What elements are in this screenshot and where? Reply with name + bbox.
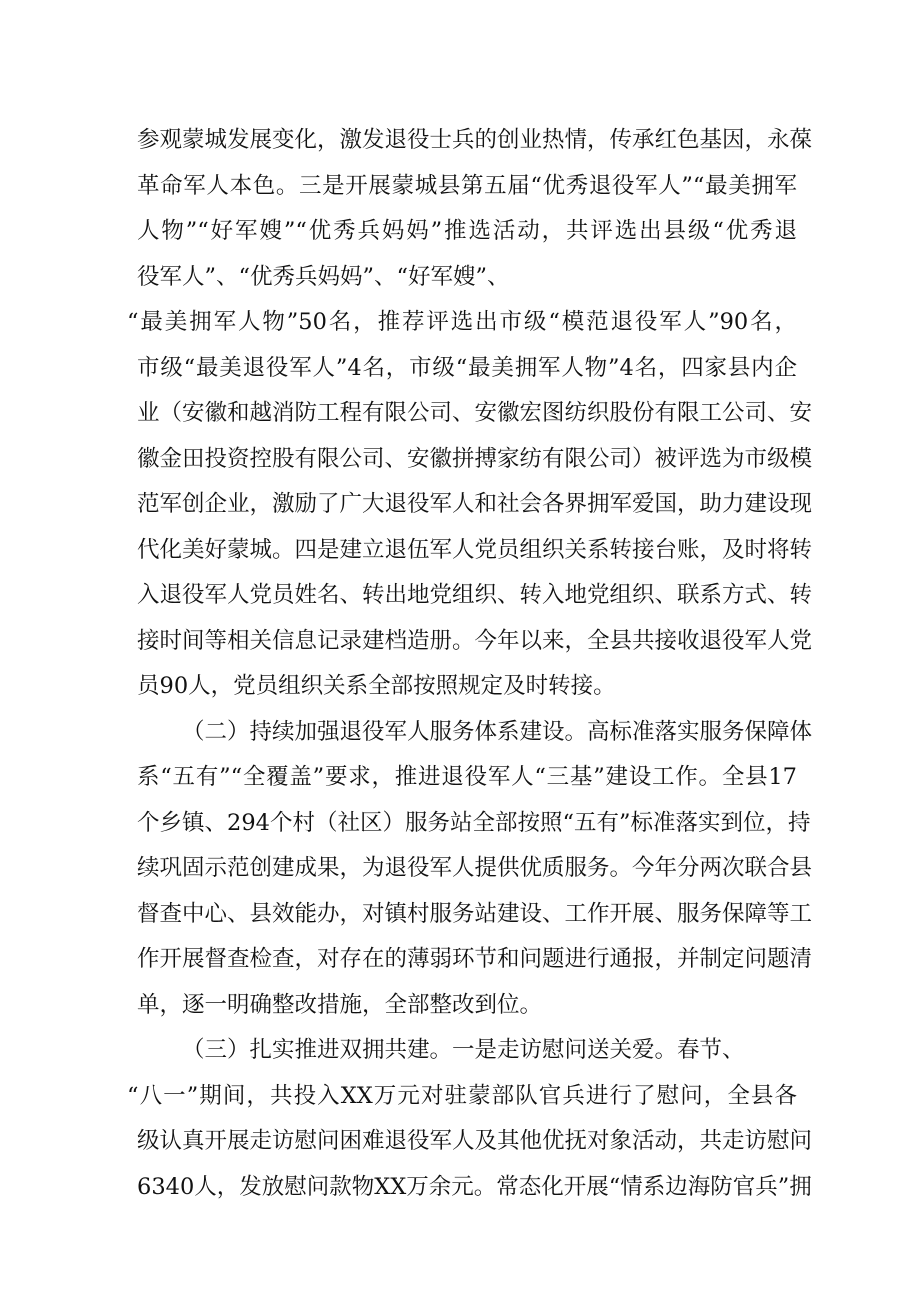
text-line: 单，逐一明确整改措施，全部整改到位。 (137, 991, 543, 1018)
text-line: 市级“最美退役军人”4名，市级“最美拥军人物”4名，四家县内企 (137, 354, 797, 381)
text-line: 接时间等相关信息记录建档造册。今年以来，全县共接收退役军人党 (137, 627, 813, 654)
text-line: 人物”“好军嫂”“优秀兵妈妈”推选活动，共评选出县级“优秀退 (137, 218, 797, 244)
section-heading-line: （二）持续加强退役军人服务体系建设。高标准落实服务保障体 (182, 718, 813, 745)
text-line: 员90人，党员组织关系全部按照规定及时转接。 (137, 673, 616, 699)
text-line: 督查中心、县效能办，对镇村服务站建设、工作开展、服务保障等工 (137, 900, 813, 927)
text-line: 作开展督查检查，对存在的薄弱环节和问题进行通报，并制定问题清 (137, 946, 813, 972)
text-line: 系“五有”“全覆盖”要求，推进退役军人“三基”建设工作。全县17 (137, 764, 797, 790)
body-text (127, 118, 813, 1210)
section-heading-line: （三）扎实推进双拥共建。一是走访慰问送关爱。春节、 (182, 1037, 745, 1063)
text-line: “最美拥军人物”50名，推荐评选出市级“模范退役军人”90名， (127, 309, 797, 335)
text-line: 6340人，发放慰问款物XX万余元。常态化开展“情系边海防官兵”拥 (137, 1173, 812, 1200)
text-line: 参观蒙城发展变化，激发退役士兵的创业热情，传承红色基因，永葆 (137, 127, 813, 153)
text-line: 徽金田投资控股有限公司、安徽拼搏家纺有限公司）被评选为市级模 (137, 445, 813, 472)
text-line: 革命军人本色。三是开展蒙城县第五届“优秀退役军人”“最美拥军 (137, 172, 797, 199)
text-line: 役军人”、“优秀兵妈妈”、“好军嫂”、 (137, 263, 510, 290)
text-line: 业（安徽和越消防工程有限公司、安徽宏图纺织股份有限工公司、安 (137, 400, 813, 426)
text-line: “八一”期间，共投入XX万元对驻蒙部队官兵进行了慰问，全县各 (127, 1082, 797, 1109)
text-line: 范军创企业，激励了广大退役军人和社会各界拥军爱国，助力建设现 (137, 491, 813, 517)
text-line: 入退役军人党员姓名、转出地党组织、转入地党组织、联系方式、转 (137, 582, 813, 608)
text-line: 续巩固示范创建成果，为退役军人提供优质服务。今年分两次联合县 (137, 855, 813, 881)
text-line: 个乡镇、294个村（社区）服务站全部按照“五有”标准落实到位，持 (137, 809, 811, 836)
text-line: 代化美好蒙城。四是建立退伍军人党员组织关系转接台账，及时将转 (137, 536, 813, 563)
text-line: 级认真开展走访慰问困难退役军人及其他优抚对象活动，共走访慰问 (137, 1128, 813, 1154)
